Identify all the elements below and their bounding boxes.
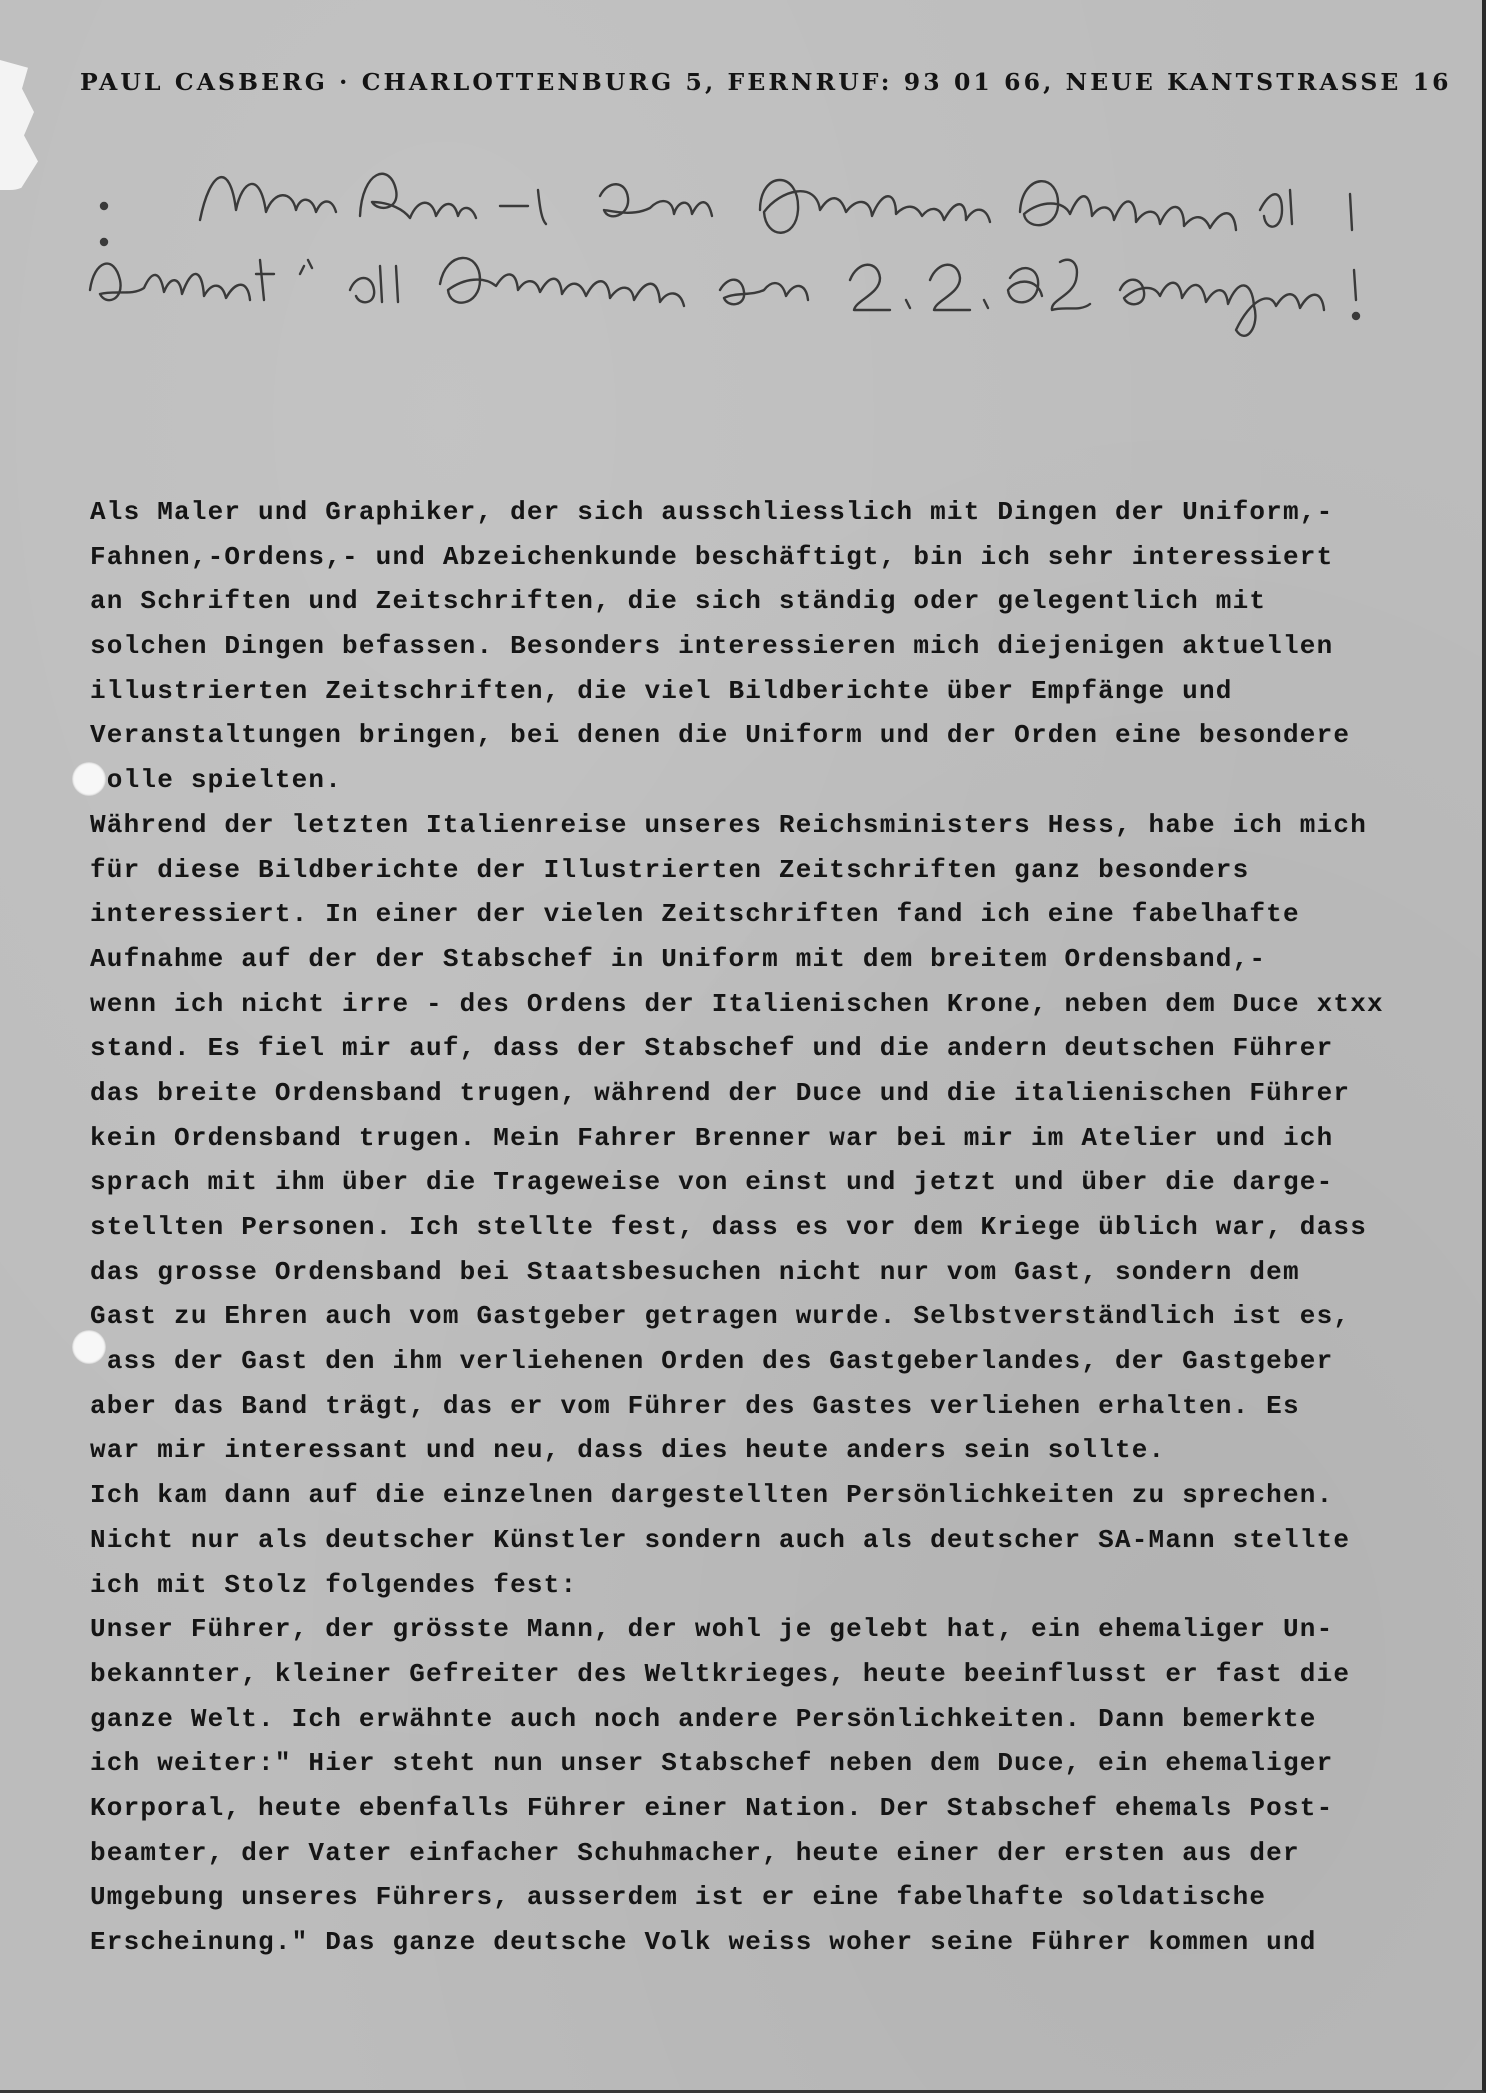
body-line-14: das breite Ordensband trugen, während der Duce und die italienischen Führer xyxy=(90,1077,1351,1108)
handwritten-line-2 xyxy=(150,215,1430,260)
typed-letter-body xyxy=(90,490,1490,1965)
body-line-3: an Schriften und Zeitschriften, die sich ständig oder gelegentlich mit xyxy=(90,586,1267,617)
body-line-20: ass der Gast den ihm verliehenen Orden des Gastgeberlandes, der Gastgeber xyxy=(90,1346,1334,1377)
body-line-22: war mir interessant und neu, dass dies heute anders sein sollte. xyxy=(90,1435,1166,1466)
torn-corner xyxy=(0,60,40,190)
body-line-13: stand. Es fiel mir auf, dass der Stabschef und die andern deutschen Führer xyxy=(90,1033,1334,1064)
body-line-17: stellten Personen. Ich stellte fest, dass es vor dem Kriege üblich war, dass xyxy=(90,1212,1367,1242)
body-line-24: Nicht nur als deutscher Künstler sondern auch als deutscher SA-Mann stellte xyxy=(90,1524,1351,1555)
body-line-7: olle spielten. xyxy=(90,765,343,796)
body-line-29: ich weiter:" Hier steht nun unser Stabschef neben dem Duce, ein ehemaliger xyxy=(90,1748,1334,1779)
body-line-25: ich mit Stolz folgendes fest: xyxy=(90,1569,578,1600)
body-line-18: das grosse Ordensband bei Staatsbesuchen nicht nur vom Gast, sondern dem xyxy=(90,1256,1300,1287)
handwritten-note-transcription xyxy=(150,170,1430,259)
body-line-15: kein Ordensband trugen. Mein Fahrer Brenner war bei mir im Atelier und ich xyxy=(90,1122,1334,1153)
body-line-1: Als Maler und Graphiker, der sich ausschliesslich mit Dingen der Uniform,- xyxy=(90,497,1334,527)
handwritten-annotation xyxy=(60,150,1400,350)
body-line-26: Unser Führer, der grösste Mann, der wohl je gelebt hat, ein ehemaliger Un- xyxy=(90,1614,1334,1645)
body-line-21: aber das Band trägt, das er vom Führer des Gastes verliehen erhalten. Es xyxy=(90,1390,1300,1421)
body-line-6: Veranstaltungen bringen, bei denen die Uniform und der Orden eine besondere xyxy=(90,720,1351,751)
body-line-11: Aufnahme auf der der Stabschef in Uniform mit dem breitem Ordensband,- xyxy=(90,943,1267,974)
body-line-8: Während der letzten Italienreise unseres Reichsministers Hess, habe ich mich xyxy=(90,809,1367,840)
body-line-2: Fahnen,-Ordens,- und Abzeichenkunde beschäftigt, bin ich sehr interessiert xyxy=(90,541,1334,572)
body-line-31: beamter, der Vater einfacher Schuhmacher, heute einer der ersten aus der xyxy=(90,1837,1300,1868)
body-line-19: Gast zu Ehren auch vom Gastgeber getragen wurde. Selbstverständlich ist es, xyxy=(90,1301,1351,1332)
handwritten-line-1 xyxy=(150,170,1430,215)
letterhead: PAUL CASBERG · CHARLOTTENBURG 5, FERNRUF: 93 01 66, NEUE KANTSTRASSE 16 xyxy=(80,68,1452,96)
body-line-10: interessiert. In einer der vielen Zeitschriften fand ich eine fabelhafte xyxy=(90,899,1300,930)
body-line-28: ganze Welt. Ich erwähnte auch noch andere Persönlichkeiten. Dann bemerkte xyxy=(90,1703,1317,1734)
body-line-30: Korporal, heute ebenfalls Führer einer Nation. Der Stabschef ehemals Post- xyxy=(90,1792,1334,1823)
body-line-9: für diese Bildberichte der Illustrierten Zeitschriften ganz besonders xyxy=(90,854,1250,885)
body-line-12: wenn ich nicht irre - des Ordens der Italienischen Krone, neben dem Duce xtxx xyxy=(90,988,1384,1019)
body-line-33: Erscheinung." Das ganze deutsche Volk weiss woher seine Führer kommen und xyxy=(90,1927,1317,1957)
body-line-32: Umgebung unseres Führers, ausserdem ist er eine fabelhafte soldatische xyxy=(90,1882,1267,1913)
body-line-27: bekannter, kleiner Gefreiter des Weltkrieges, heute beeinflusst er fast die xyxy=(90,1658,1351,1689)
body-line-4: solchen Dingen befassen. Besonders interessieren mich diejenigen aktuellen xyxy=(90,631,1334,662)
body-line-16: sprach mit ihm über die Trageweise von einst und jetzt und über die darge- xyxy=(90,1167,1334,1198)
body-line-5: illustrierten Zeitschriften, die viel Bildberichte über Empfänge und xyxy=(90,675,1233,706)
body-line-23: Ich kam dann auf die einzelnen dargestellten Persönlichkeiten zu sprechen. xyxy=(90,1480,1334,1511)
